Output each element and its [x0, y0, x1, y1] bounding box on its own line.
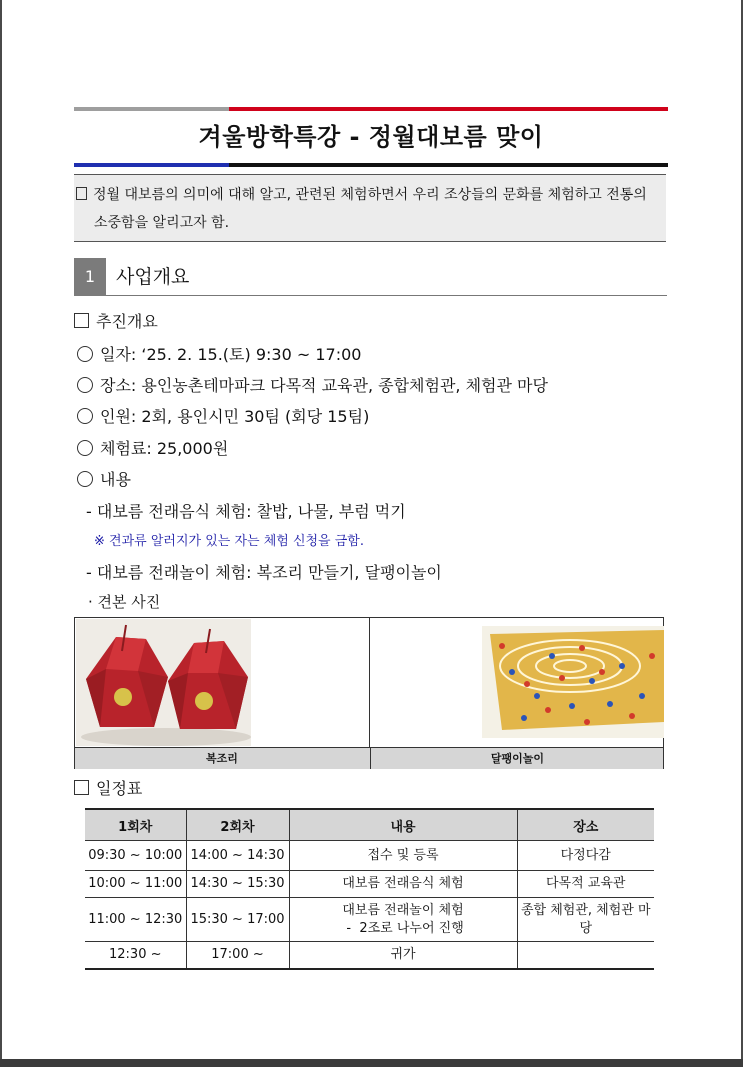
cell-place: 다정다감 [517, 841, 654, 871]
page-bottom-bar [0, 1059, 743, 1067]
checkbox-icon [74, 780, 89, 795]
overview-people: 인원: 2회, 용인시민 30팀 (회당 15팀) [77, 406, 369, 428]
circle-bullet-icon [77, 471, 93, 487]
photo-caption-dalpaengi: 달팽이놀이 [370, 748, 664, 769]
overview-content: 내용 [77, 469, 131, 491]
purpose-line-1: 정월 대보름의 의미에 대해 알고, 관련된 체험하면서 우리 조상들의 문화를 체험하고 전통의 [76, 181, 647, 209]
cell-content: 대보름 전래음식 체험 [289, 871, 517, 898]
cell-round2: 14:30 ~ 15:30 [186, 871, 289, 898]
circle-bullet-icon [77, 408, 93, 424]
circle-bullet-icon [77, 377, 93, 393]
table-row [85, 841, 654, 871]
title-bottom-rule [74, 163, 668, 167]
allergy-note: ※ 견과류 알러지가 있는 자는 체험 신청을 금함. [94, 534, 364, 549]
cell-content: 귀가 [289, 942, 517, 969]
title-top-rule [74, 107, 668, 111]
overview-date: 일자: ‘25. 2. 15.(토) 9:30 ~ 17:00 [77, 344, 361, 366]
cell-place [517, 942, 654, 969]
schedule-table [85, 808, 654, 970]
photo-divider [369, 618, 370, 768]
cell-round1: 11:00 ~ 12:30 [85, 898, 186, 942]
cell-round2: 14:00 ~ 14:30 [186, 841, 289, 871]
table-header-row [85, 809, 654, 841]
table-row [85, 898, 654, 942]
purpose-box [74, 174, 666, 242]
col-header-content: 내용 [289, 809, 517, 841]
page-left-border [0, 0, 2, 1067]
purpose-line-2: 소중함을 알리고자 함. [94, 215, 230, 231]
col-header-place: 장소 [517, 809, 654, 841]
col-header-round2: 2회차 [186, 809, 289, 841]
overview-fee: 체험료: 25,000원 [77, 438, 228, 460]
cell-content-subline: - 2조로 나누어 진행 [342, 920, 464, 936]
overview-heading: 추진개요 [74, 311, 158, 333]
photo-caption-bokjori: 복조리 [206, 752, 238, 765]
sample-photos [74, 617, 664, 769]
content-item-food: - 대보름 전래음식 체험: 찰밥, 나물, 부럼 먹기 [86, 502, 406, 521]
section-number: 1 [74, 258, 106, 296]
table-row [85, 871, 654, 898]
cell-round1: 09:30 ~ 10:00 [85, 841, 186, 871]
cell-place: 종합 체험관, 체험관 마당 [517, 898, 654, 942]
cell-place: 다목적 교육관 [517, 871, 654, 898]
cell-round2: 17:00 ~ [186, 942, 289, 969]
circle-bullet-icon [77, 440, 93, 456]
overview-place: 장소: 용인농촌테마파크 다목적 교육관, 종합체험관, 체험관 마당 [77, 375, 548, 397]
schedule-heading: 일정표 [74, 778, 142, 800]
document-title: 겨울방학특강 - 정월대보름 맞이 [198, 123, 544, 151]
checkbox-icon [76, 187, 87, 200]
cell-round1: 12:30 ~ [85, 942, 186, 969]
photo-caption-row [75, 747, 663, 769]
sample-photos-label: · 견본 사진 [88, 593, 161, 611]
cell-round1: 10:00 ~ 11:00 [85, 871, 186, 898]
section-rule [106, 295, 667, 296]
checkbox-icon [74, 313, 89, 328]
bokjori-photo [76, 619, 251, 746]
section-title: 사업개요 [116, 266, 190, 288]
content-item-play: - 대보름 전래놀이 체험: 복조리 만들기, 달팽이놀이 [86, 563, 442, 582]
cell-content: 접수 및 등록 [289, 841, 517, 871]
cell-content-line: 대보름 전래놀이 체험 [342, 902, 464, 918]
cell-round2: 15:30 ~ 17:00 [186, 898, 289, 942]
circle-bullet-icon [77, 346, 93, 362]
table-row [85, 942, 654, 969]
dalpaengi-photo [482, 626, 664, 738]
cell-content [289, 898, 517, 942]
col-header-round1: 1회차 [85, 809, 186, 841]
